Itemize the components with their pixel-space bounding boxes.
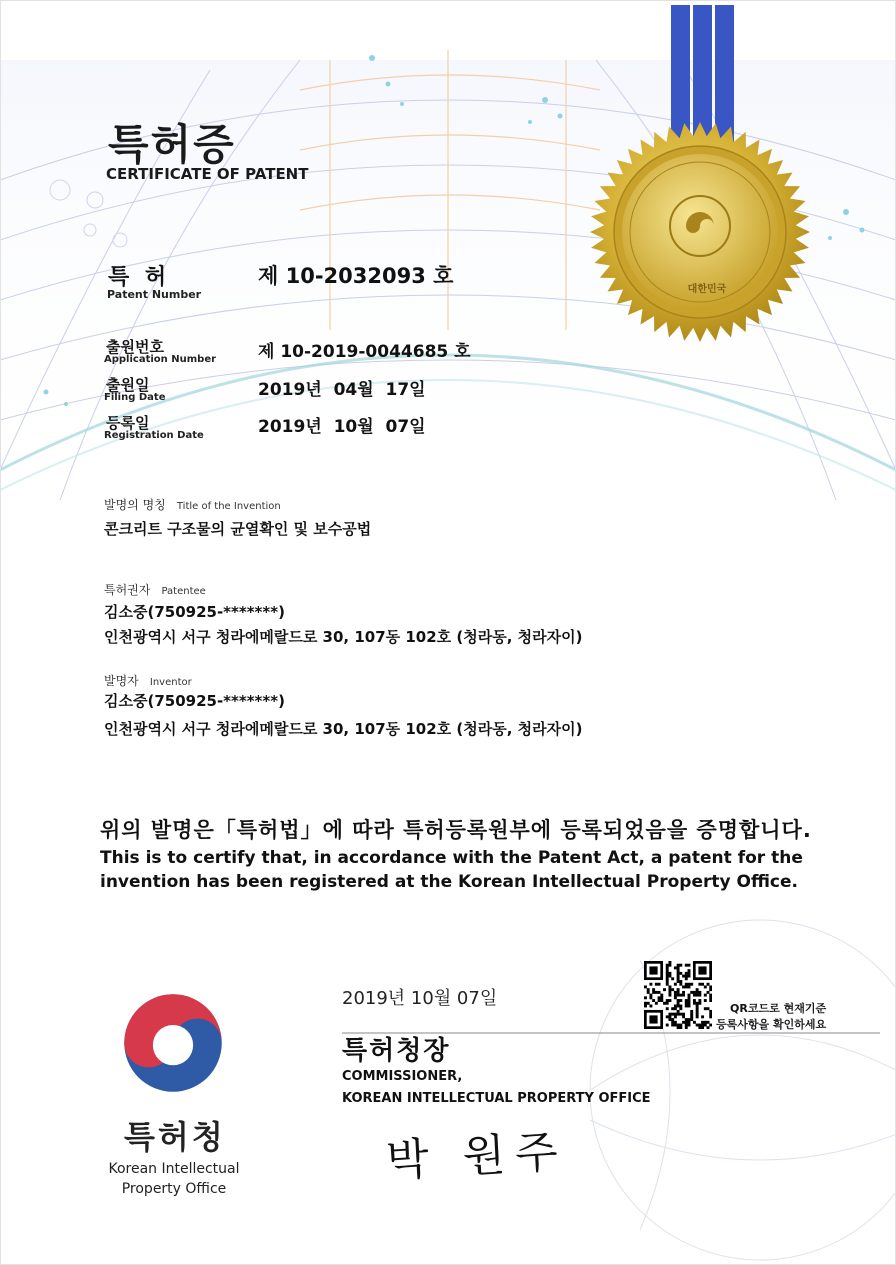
qr-caption-line2: 등록사항을 확인하세요 <box>716 1018 827 1031</box>
patent-number-label-en: Patent Number <box>107 288 202 301</box>
inventor-name: 김소중(750925-*******) <box>104 692 285 710</box>
patent-number-value: 제 10-2032093 호 <box>258 264 454 288</box>
patentee-address: 인천광역시 서구 청라에메랄드로 30, 107동 102호 (청라동, 청라자이) <box>104 628 583 646</box>
invention-title-label: 발명의 명칭 <box>104 498 166 512</box>
patentee-label-en: Patentee <box>161 586 206 597</box>
invention-title-label-en: Title of the Invention <box>176 501 281 512</box>
application-number-value: 제 10-2019-0044685 호 <box>258 342 471 362</box>
registration-date-label: 등록일 <box>106 414 150 432</box>
inventor-address: 인천광역시 서구 청라에메랄드로 30, 107동 102호 (청라동, 청라자이) <box>104 720 583 738</box>
commissioner-title-ko: 특허청장 <box>342 1036 451 1066</box>
filing-date-label-en: Filing Date <box>104 392 166 403</box>
signature: 박 원주 <box>385 1126 569 1187</box>
certification-text-ko: 위의 발명은「특허법」에 따라 특허등록원부에 등록되었음을 증명합니다. <box>100 818 812 842</box>
registration-date-value: 2019년 10월 07일 <box>258 417 426 437</box>
filing-date-label: 출원일 <box>106 376 150 394</box>
patent-number-label: 특 허 <box>108 265 171 290</box>
commissioner-title-en-line2: KOREAN INTELLECTUAL PROPERTY OFFICE <box>342 1091 651 1106</box>
invention-title-value: 콘크리트 구조물의 균열확인 및 보수공법 <box>104 520 372 538</box>
registration-date-label-en: Registration Date <box>104 430 204 441</box>
filing-date-value: 2019년 04월 17일 <box>258 380 426 400</box>
patentee-label: 특허권자 <box>104 583 151 597</box>
application-number-label-en: Application Number <box>104 354 217 365</box>
commissioner-title-en-line1: COMMISSIONER, <box>342 1069 463 1084</box>
office-name-ko: 특허청 <box>124 1118 226 1156</box>
qr-caption-line1: QR코드로 현재기준 <box>730 1002 827 1015</box>
application-number-label: 출원번호 <box>106 338 164 356</box>
certificate-title-ko: 특허증 <box>108 120 236 169</box>
patentee-name: 김소중(750925-*******) <box>104 603 285 621</box>
issue-date: 2019년 10월 07일 <box>342 988 498 1009</box>
inventor-label-en: Inventor <box>149 677 192 688</box>
inventor-label: 발명자 <box>104 674 139 688</box>
certificate-title-en: CERTIFICATE OF PATENT <box>106 165 309 183</box>
office-name-en: Korean Intellectual Property Office <box>108 1161 240 1197</box>
seal-text: 대한민국 <box>687 284 727 295</box>
certification-text-en: This is to certify that, in accordance with the Patent Act, a patent for the invention has been registered at the Korean Intellectual Property Office. <box>100 848 803 892</box>
